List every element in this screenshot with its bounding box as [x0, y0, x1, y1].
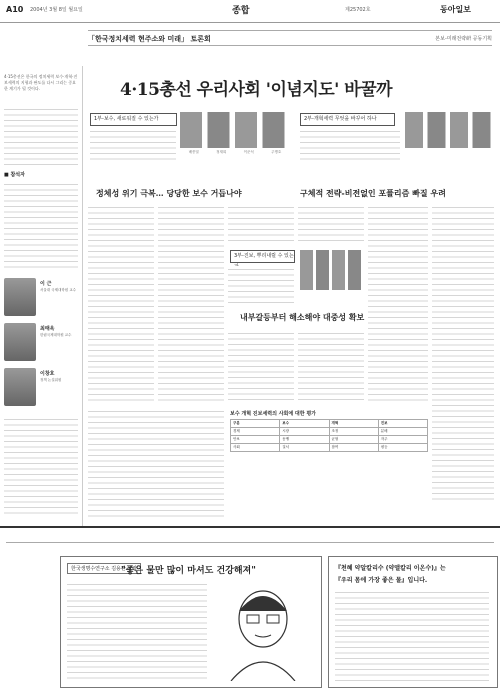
speaker-role: 한림국제대학원 교수 [40, 333, 72, 337]
sidebar-footnote [4, 416, 78, 516]
ad1-title: "좋은 물만 많이 마셔도 건강해져" [121, 566, 256, 576]
speaker-photo [4, 278, 36, 316]
table-cell: 안보 [231, 436, 280, 444]
newspaper-logo: 동아일보 [440, 5, 471, 14]
table-cell: 평등 [378, 444, 427, 452]
ad2-title: 『천혜 약알칼리수 (약앨칼리 이온수)』는 [335, 565, 446, 572]
participants-title: ■ 참석자 [4, 172, 25, 178]
speaker-photo [4, 323, 36, 361]
ad-right [328, 556, 498, 688]
article-column [368, 204, 428, 404]
ad2-subtitle: 『우리 몸에 가장 좋은 물』입니다. [335, 577, 428, 584]
article-column [432, 204, 494, 504]
ad-strip [6, 532, 494, 543]
participants-list [4, 181, 78, 271]
intro-text: 4·15총선은 한국의 정치세력 보수·개혁·진보세력의 지형과 판도를 다시 그리는 중요한 계기가 될 것이다. [4, 74, 78, 91]
part2-subheadline: 구체적 전략-비전없인 포퓰리즘 빠질 우려 [300, 188, 446, 198]
comparison-table-box [230, 410, 428, 452]
article-column [228, 330, 294, 402]
ad1-portrait [211, 581, 315, 681]
article-column [88, 408, 224, 518]
panel-photos-2 [405, 112, 495, 148]
issue-number: 제25702호 [345, 7, 371, 13]
panel-name: 이준석 [243, 150, 254, 154]
panel-name: 정재희 [216, 150, 227, 154]
article-column [298, 204, 364, 244]
intro-body [4, 106, 78, 166]
table-row [231, 428, 428, 436]
forum-banner [88, 30, 492, 46]
portrait-illustration [211, 581, 315, 681]
section-title: 종합 [232, 6, 250, 16]
table-cell: 균형 [329, 436, 378, 444]
main-headline: 4·15총선 우리사회 '이념지도' 바꿀까 [120, 80, 393, 100]
speaker-name: 이 근 [40, 281, 52, 287]
table-cell: 조정 [329, 428, 378, 436]
speaker-role: 서울대 국제대학원 교수 [40, 288, 77, 292]
forum-title: 「한국정치세력 현주소와 미래」 토론회 [88, 35, 211, 43]
part1-subheadline: 정체성 위기 극복… 당당한 보수 거듭나야 [96, 188, 242, 198]
panel-name: 주병호 [271, 150, 282, 154]
table-cell: 자주 [378, 436, 427, 444]
part3-label: 3부-진보, 뿌리내릴 수 있는 [230, 250, 295, 263]
comparison-table [230, 419, 428, 452]
panel-captions [180, 150, 290, 156]
forum-sponsor: 본보-미래전략硏 공동기획 [435, 36, 492, 42]
part2-label: 2부-개혁세력 무엇을 바꾸어 하나 [300, 113, 395, 126]
table-header: 구분 [231, 420, 280, 428]
table-header: 보수 [280, 420, 329, 428]
part3-intro [228, 266, 294, 306]
sidebar [0, 66, 83, 526]
panel-name: 배종열 [188, 150, 199, 154]
table-row [231, 444, 428, 452]
table-cell: 질서 [280, 444, 329, 452]
speaker-role: 정책 논설위원 [40, 378, 62, 382]
speaker-name: 최태욱 [40, 326, 55, 332]
ad-left [60, 556, 322, 688]
table-cell: 시장 [280, 428, 329, 436]
panel-photos [180, 112, 290, 148]
speaker-photo [4, 368, 36, 406]
article-column [298, 330, 364, 402]
part2-intro [300, 128, 400, 164]
table-cell: 경제 [231, 428, 280, 436]
ad2-body [335, 589, 489, 681]
advertisement-band [0, 526, 500, 693]
table-cell: 분배 [378, 428, 427, 436]
table-row [231, 436, 428, 444]
table-header: 진보 [378, 420, 427, 428]
panel-photos-3 [300, 250, 364, 290]
table-cell: 동맹 [280, 436, 329, 444]
article-column [228, 204, 294, 244]
page-header [0, 0, 500, 23]
article-column [88, 204, 154, 404]
ad1-kicker: 한국생명수연구소 김용관 사장 [67, 563, 141, 574]
part1-label: 1부-보수, 새로워질 수 있는가 [90, 113, 177, 126]
article-column [158, 204, 224, 404]
ad1-body [67, 581, 207, 681]
part1-intro [90, 128, 176, 164]
table-cell: 참여 [329, 444, 378, 452]
table-cell: 사회 [231, 444, 280, 452]
part3-subheadline: 내부갈등부터 해소해야 대중성 확보 [240, 312, 365, 322]
speaker-name: 이창호 [40, 371, 55, 377]
table-caption: 보수 개혁 진보세력의 사회에 대한 평가 [230, 411, 316, 417]
table-header: 개혁 [329, 420, 378, 428]
page-number: A10 [6, 5, 24, 14]
issue-date: 2004년 3월 8일 월요일 [30, 7, 83, 13]
